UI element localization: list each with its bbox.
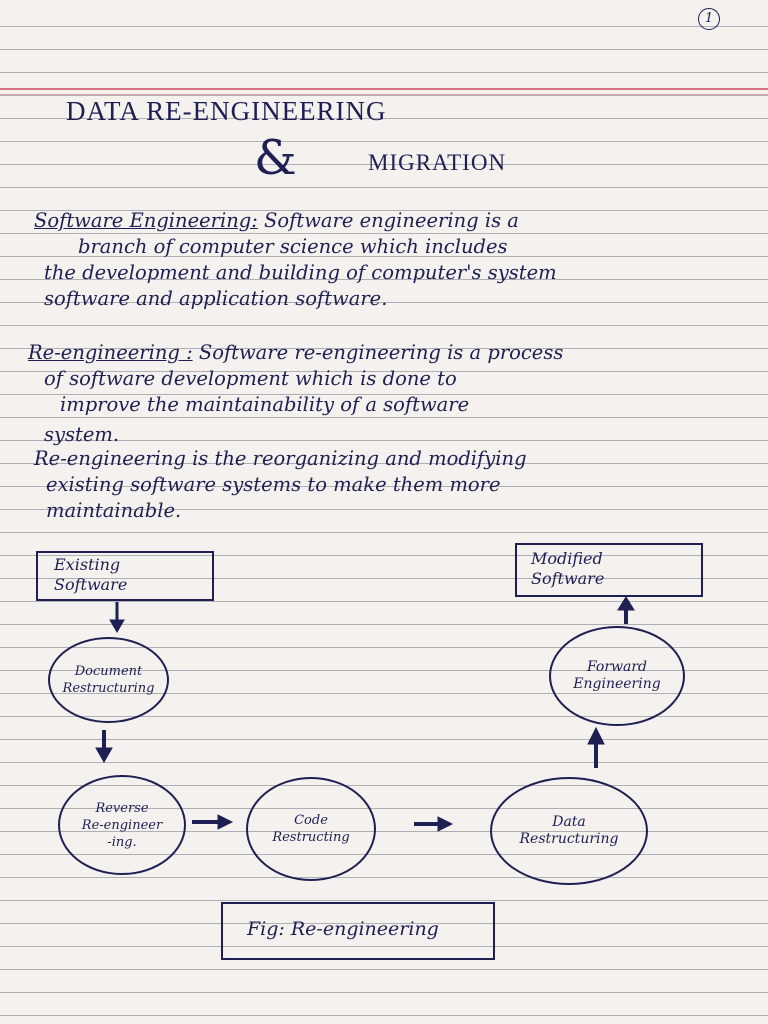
arrow-document-to-reverse-head [96, 748, 112, 762]
node-label: Reverse Re-engineer -ing. [81, 800, 163, 850]
page-number: 1 [698, 8, 720, 30]
arrow-forward-to-modified-head [618, 597, 634, 610]
definition-line: of software development which is done to [44, 367, 457, 390]
node-label: Document Restructuring [62, 664, 155, 696]
node-modified-software [515, 543, 703, 597]
node-label: Data Restructuring [519, 814, 619, 847]
node-existing-software [36, 551, 214, 601]
definition-line: branch of computer science which includes [78, 235, 508, 258]
node-label: Modified Software [531, 549, 605, 588]
definition-line: the development and building of computer's system [44, 261, 557, 284]
title-line-2: MIGRATION [368, 150, 507, 175]
node-document-restructuring [48, 637, 169, 723]
arrow-reverse-to-code-head [218, 815, 232, 829]
node-label: Code Restructing [272, 813, 350, 845]
node-forward-engineering [549, 626, 685, 726]
definition-text: Software engineering is a [257, 209, 519, 232]
definition-line: Re-engineering is the reorganizing and modifying [34, 447, 527, 470]
definition-text: Software re-engineering is a process [192, 341, 564, 364]
node-label: Forward Engineering [573, 659, 661, 692]
definition-line: maintainable. [46, 499, 182, 522]
figure-caption: Fig: Re-engineering [247, 918, 439, 940]
arrow-existing-to-document-head [110, 620, 124, 632]
node-data-restructuring [490, 777, 648, 885]
figure-caption-box [221, 902, 495, 960]
title-line-1: DATA RE-ENGINEERING [66, 96, 387, 126]
definition-line: system. [44, 423, 120, 446]
node-label: Existing Software [54, 555, 128, 594]
term-software-engineering: Software Engineering: [34, 209, 258, 232]
arrow-code-to-data-head [438, 817, 452, 831]
definition-line: existing software systems to make them more [46, 473, 501, 496]
arrow-data-to-forward-head [588, 728, 604, 744]
definition-line: improve the maintainability of a software [60, 393, 470, 416]
definition-line: software and application software. [44, 287, 388, 310]
node-code-restructing [246, 777, 376, 881]
title-ampersand: & [254, 130, 297, 186]
term-re-engineering: Re-engineering : [28, 341, 193, 364]
node-reverse-reengineering [58, 775, 186, 875]
